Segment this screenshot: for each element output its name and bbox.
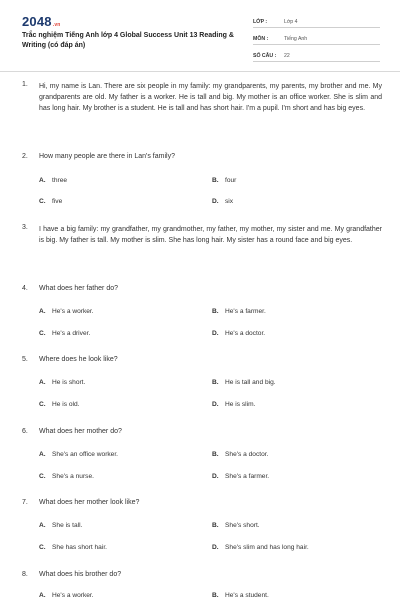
item-number: 6.: [22, 428, 28, 435]
meta-subject-label: MÔN :: [253, 36, 269, 42]
question-text: Where does he look like?: [39, 356, 118, 363]
item-number: 1.: [22, 81, 28, 88]
option-c[interactable]: C. He's a driver.: [39, 330, 91, 337]
option-a[interactable]: A. She's an office worker.: [39, 451, 119, 458]
meta-subject: [253, 31, 380, 45]
option-a[interactable]: A. three: [39, 177, 68, 184]
option-a[interactable]: A. She is tall.: [39, 522, 83, 529]
meta-count: [253, 48, 380, 62]
meta-grade: [253, 14, 380, 28]
option-c[interactable]: C. He is old.: [39, 401, 80, 408]
site-logo[interactable]: 2048.vn: [22, 14, 61, 29]
meta-grade-value: Lớp 4: [284, 19, 298, 25]
document-meta: [253, 14, 380, 65]
option-b[interactable]: B. She's a doctor.: [212, 451, 269, 458]
option-b[interactable]: B. four: [212, 177, 237, 184]
option-d[interactable]: D. six: [212, 198, 234, 205]
option-a[interactable]: A. He is short.: [39, 379, 86, 386]
question-text: What does her mother look like?: [39, 499, 140, 506]
item-number: 3.: [22, 224, 28, 231]
meta-subject-value: Tiếng Anh: [284, 36, 308, 42]
option-b[interactable]: B. He is tall and big.: [212, 379, 276, 386]
option-c[interactable]: C. She has short hair.: [39, 544, 107, 551]
item-number: 8.: [22, 571, 28, 578]
option-d[interactable]: D. She's a farmer.: [212, 473, 270, 480]
meta-count-label: SỐ CÂU :: [253, 53, 277, 59]
option-b[interactable]: B. She's short.: [212, 522, 260, 529]
question-text: What does his brother do?: [39, 571, 122, 578]
option-b[interactable]: B. He's a student.: [212, 592, 269, 599]
passage-text: Hi, my name is Lan. There are six people in my family: my grandparents, my parents, my brother and me. My grandparents are old. My father is a worker. He is tall and big. My mother is an office worker. She is slim and has long hair. My brother is a student. He is tall and has short hair. I'm a pupil. I'm short and has big eyes.: [39, 83, 382, 113]
option-c[interactable]: C. She's a nurse.: [39, 473, 94, 480]
item-number: 7.: [22, 499, 28, 506]
item-number: 2.: [22, 153, 28, 160]
header-divider: [0, 71, 400, 72]
item-number: 5.: [22, 356, 28, 363]
item-number: 4.: [22, 285, 28, 292]
page-header: [0, 0, 400, 68]
question-text: How many people are there in Lan's family?: [39, 153, 175, 160]
option-d[interactable]: D. He is slim.: [212, 401, 256, 408]
meta-count-value: 22: [284, 53, 290, 59]
option-b[interactable]: B. He's a farmer.: [212, 308, 266, 315]
document-title: Trắc nghiệm Tiếng Anh lớp 4 Global Success Unit 13 Reading & Writing (có đáp án): [22, 32, 234, 49]
question-text: What does her mother do?: [39, 428, 122, 435]
option-d[interactable]: D. He's a doctor.: [212, 330, 266, 337]
passage-text: I have a big family: my grandfather, my grandmother, my father, my mother, my sister and me. My grandfather is big. My father is tall. My mother is slim. She has long hair. My sister has a round face and big eyes.: [39, 226, 382, 245]
option-a[interactable]: A. He's a worker.: [39, 592, 94, 599]
question-text: What does her father do?: [39, 285, 118, 292]
option-c[interactable]: C. five: [39, 198, 63, 205]
option-d[interactable]: D. She's slim and has long hair.: [212, 544, 309, 551]
meta-grade-label: LỚP :: [253, 19, 268, 25]
option-a[interactable]: A. He's a worker.: [39, 308, 94, 315]
